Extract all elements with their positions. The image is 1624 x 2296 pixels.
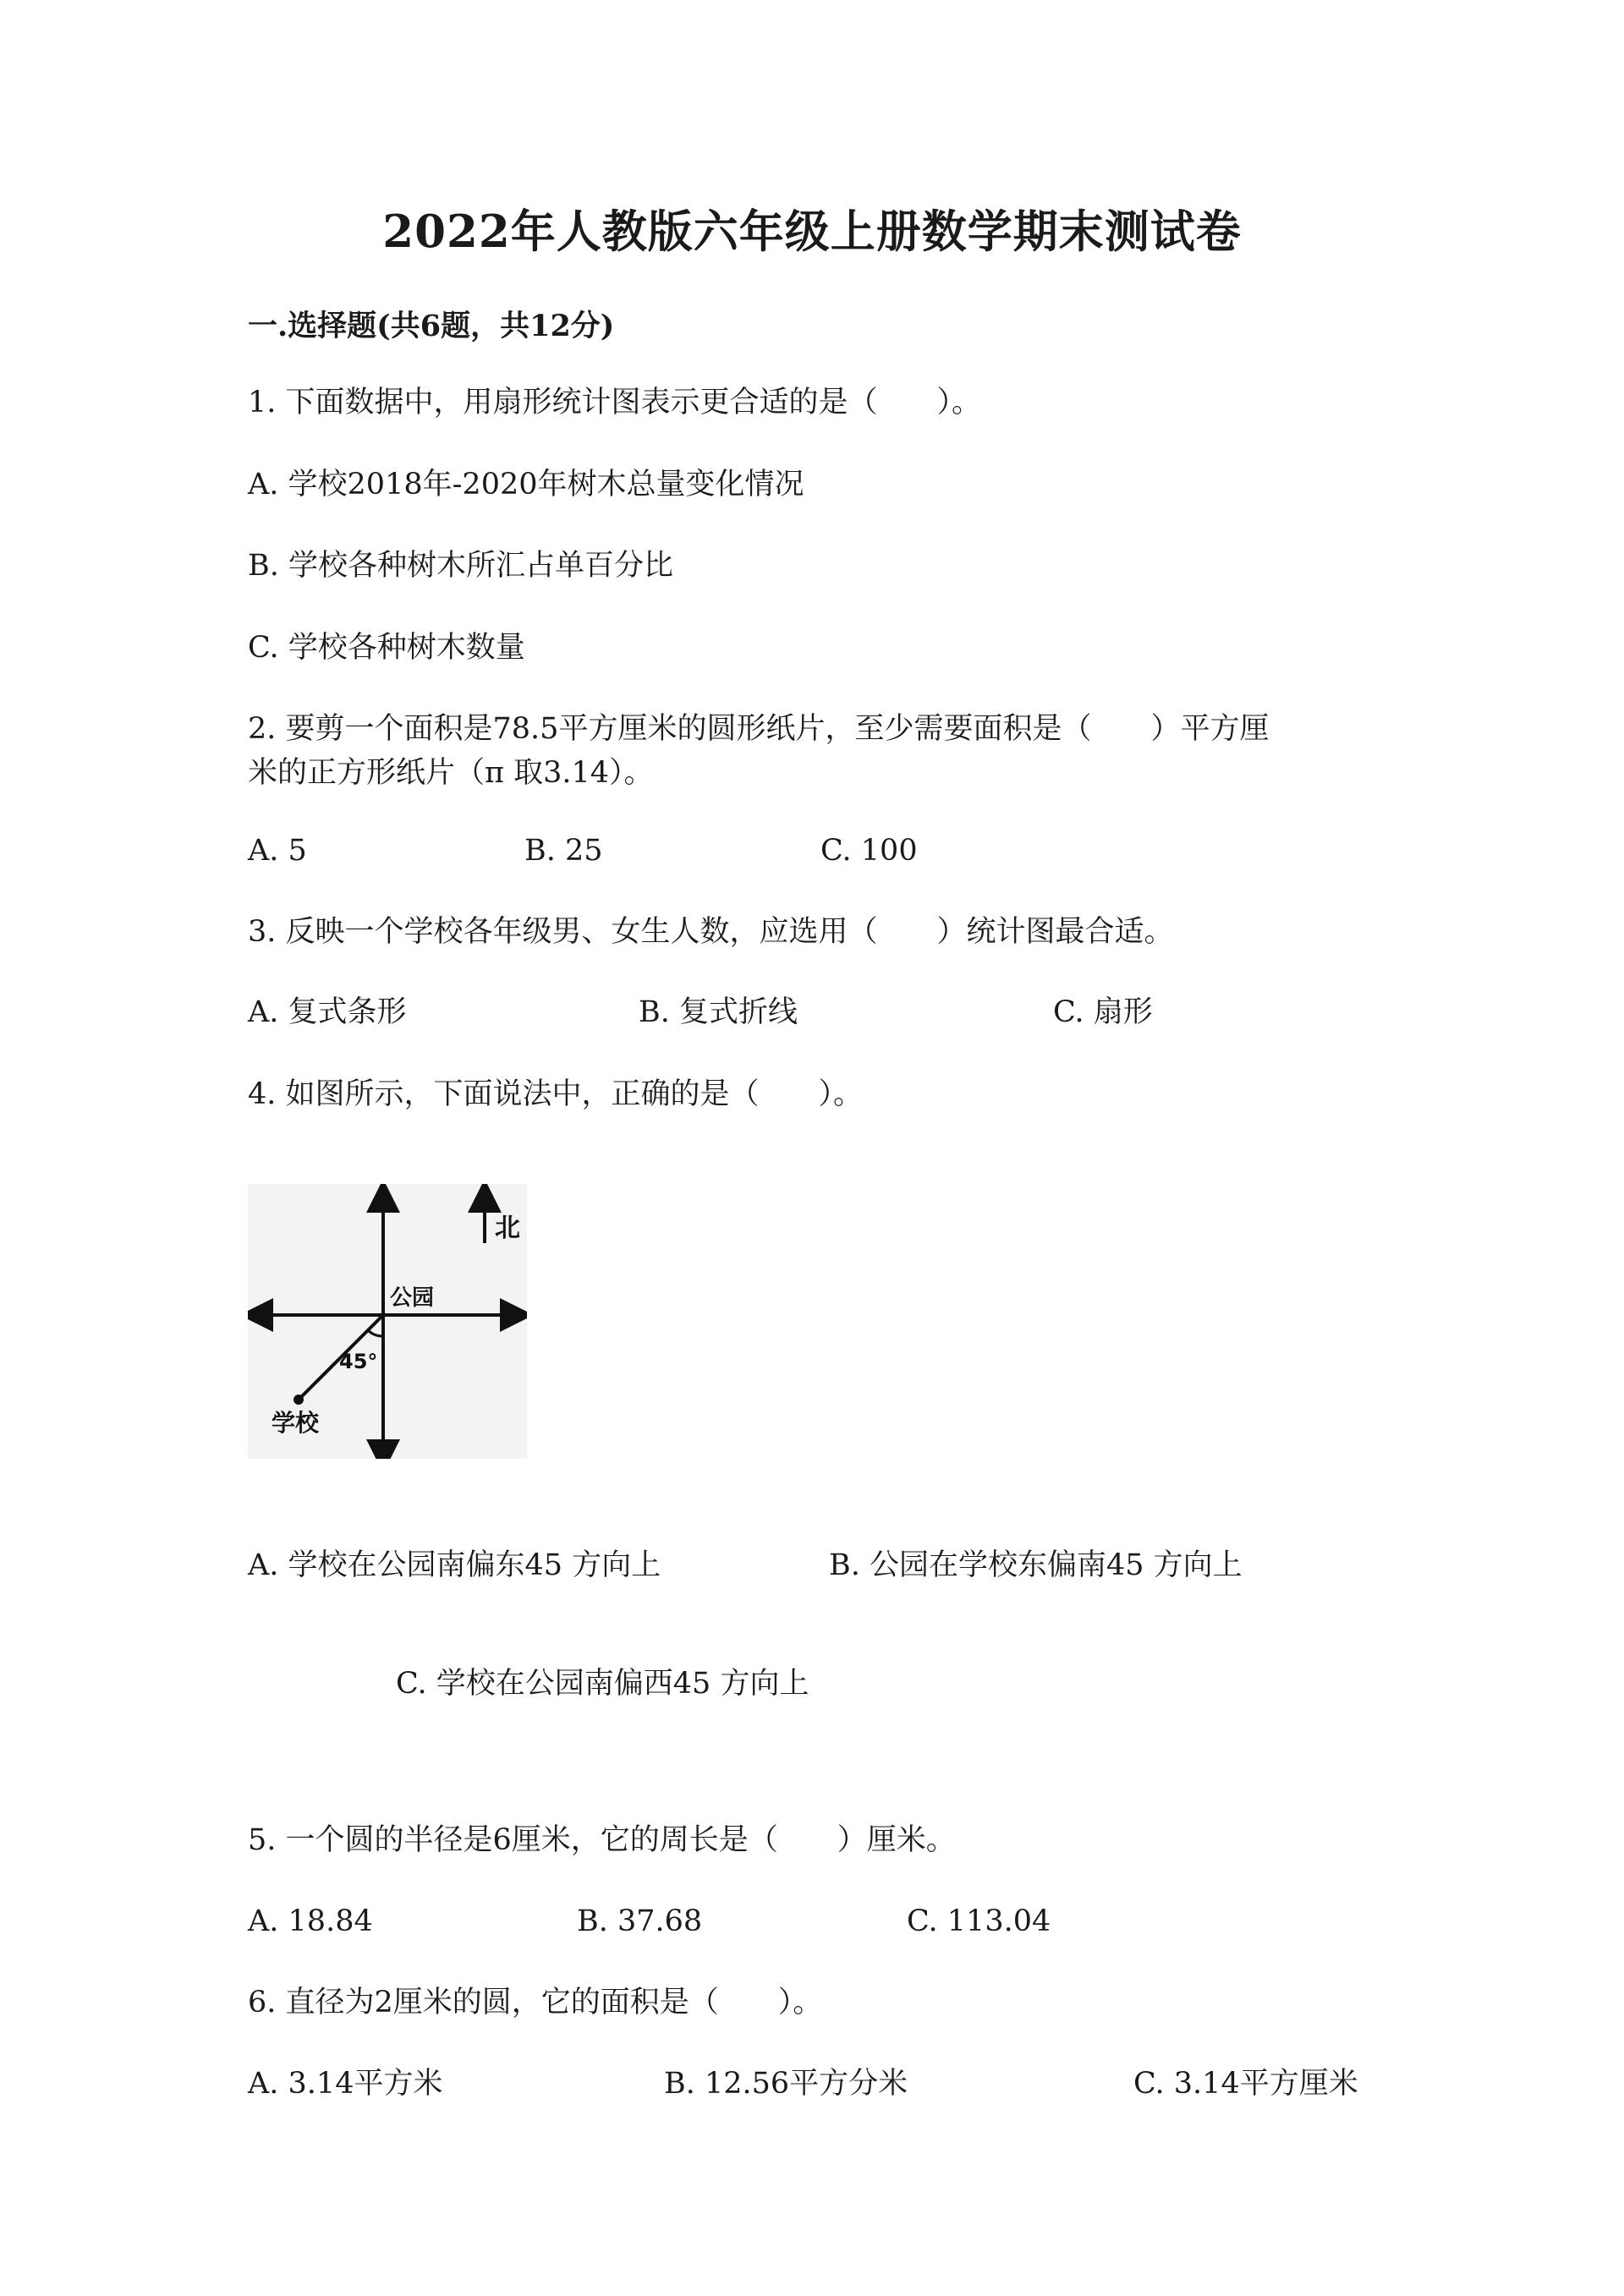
park-label: 公园 xyxy=(390,1285,435,1311)
north-label: 北 xyxy=(495,1214,520,1243)
question-1-option-c: C. 学校各种树木数量 xyxy=(248,631,525,665)
question-3-option-a: A. 复式条形 xyxy=(248,995,407,1029)
question-4-option-b: B. 公园在学校东偏南45 方向上 xyxy=(829,1548,1243,1582)
question-6-option-c: C. 3.14平方厘米 xyxy=(1133,2067,1358,2101)
question-2-option-c: C. 100 xyxy=(820,834,918,868)
question-2-stem-line-1: 2. 要剪一个面积是78.5平方厘米的圆形纸片，至少需要面积是（ ）平方厘 xyxy=(248,712,1270,746)
question-5-stem: 5. 一个圆的半径是6厘米，它的周长是（ ）厘米。 xyxy=(248,1823,956,1857)
question-5-option-b: B. 37.68 xyxy=(577,1904,703,1938)
question-6-option-b: B. 12.56平方分米 xyxy=(664,2067,908,2101)
question-6-option-a: A. 3.14平方米 xyxy=(248,2067,443,2101)
question-2-stem-line-2: 米的正方形纸片（π 取3.14）。 xyxy=(248,756,654,790)
question-1-stem: 1. 下面数据中，用扇形统计图表示更合适的是（ ）。 xyxy=(248,386,982,419)
question-6-stem: 6. 直径为2厘米的圆，它的面积是（ ）。 xyxy=(248,1986,823,2019)
question-3-stem: 3. 反映一个学校各年级男、女生人数，应选用（ ）统计图最合适。 xyxy=(248,915,1174,949)
question-2-option-a: A. 5 xyxy=(248,834,307,868)
question-4-option-c: C. 学校在公园南偏西45 方向上 xyxy=(396,1667,809,1701)
question-3-option-b: B. 复式折线 xyxy=(639,995,798,1029)
school-label: 学校 xyxy=(272,1409,320,1437)
direction-figure xyxy=(248,1184,527,1459)
question-3-option-c: C. 扇形 xyxy=(1053,995,1153,1029)
question-1-option-a: A. 学校2018年-2020年树木总量变化情况 xyxy=(248,468,804,501)
question-5-option-c: C. 113.04 xyxy=(907,1904,1051,1938)
question-2-option-b: B. 25 xyxy=(524,834,603,868)
school-point xyxy=(294,1395,304,1405)
page-title: 2022年人教版六年级上册数学期末测试卷 xyxy=(382,205,1242,258)
question-4-option-a: A. 学校在公园南偏东45 方向上 xyxy=(248,1548,661,1582)
section-heading: 一.选择题(共6题，共12分) xyxy=(248,309,615,343)
angle-label: 45° xyxy=(339,1350,378,1373)
question-5-option-a: A. 18.84 xyxy=(248,1904,373,1938)
angle-arc xyxy=(368,1330,383,1336)
question-4-stem: 4. 如图所示，下面说法中，正确的是（ ）。 xyxy=(248,1077,864,1111)
question-1-option-b: B. 学校各种树木所汇占单百分比 xyxy=(248,549,673,583)
direction-diagram xyxy=(248,1184,527,1459)
